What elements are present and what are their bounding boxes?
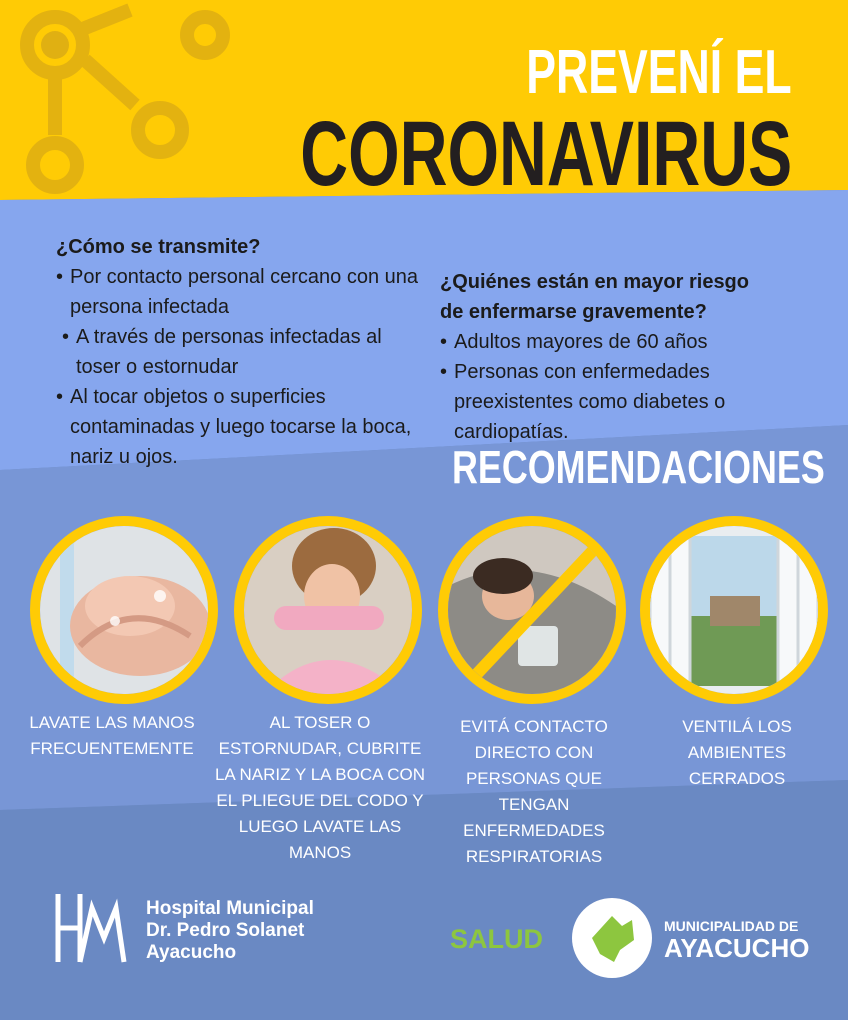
risk-block (440, 267, 805, 447)
caption-ventilate: VENTILÁ LOS AMBIENTES CERRADOS (682, 717, 792, 788)
caption-elbow-cough: AL TOSER O ESTORNUDAR, CUBRITE LA NARIZ Y LA BOCA CON EL PLIEGUE DEL CODO Y LUEGO LAVATE LAS MANOS (214, 713, 426, 862)
recommendations-title: RECOMENDACIONES (452, 441, 825, 493)
transmission-heading: ¿Cómo se transmite? (56, 236, 261, 258)
list-item: • Por contacto personal cercano con una persona infectada (56, 262, 426, 322)
risk-heading-line2: de enfermarse gravemente? (440, 301, 707, 323)
hospital-logo-icon (50, 888, 130, 968)
hand-washing-photo-icon (30, 516, 218, 704)
risk-heading-line1: ¿Quiénes están en mayor riesgo (440, 271, 749, 293)
elbow-cough-photo-icon (234, 516, 422, 704)
transmission-block (56, 232, 426, 472)
hospital-line1: Hospital Municipal (146, 898, 314, 919)
list-item: • Personas con enfermedades preexistentes como diabetes o cardiopatías. (440, 357, 805, 447)
municipality-line1: MUNICIPALIDAD DE (664, 918, 799, 934)
hospital-line2: Dr. Pedro Solanet (146, 920, 305, 941)
municipality-logo-icon (570, 896, 654, 980)
municipality-line2: AYACUCHO (664, 933, 810, 963)
list-item: • Adultos mayores de 60 años (440, 327, 805, 357)
caption-hand-washing: LAVATE LAS MANOS FRECUENTEMENTE (29, 713, 195, 758)
sick-person-photo-icon (438, 516, 626, 704)
hospital-line3: Ayacucho (146, 942, 237, 963)
hospital-name (146, 898, 314, 964)
salud-label: SALUD (450, 924, 543, 954)
list-item: • Al tocar objetos o superficies contaminadas y luego tocarse la boca, nariz u ojos. (56, 382, 426, 472)
open-window-photo-icon (640, 516, 828, 704)
list-item: • A través de personas infectadas al toser o estornudar (62, 322, 426, 382)
caption-avoid-contact: EVITÁ CONTACTO DIRECTO CON PERSONAS QUE TENGAN ENFERMEDADES RESPIRATORIAS (460, 717, 608, 866)
title-line1: PREVENÍ EL (526, 38, 792, 107)
title-line2: CORONAVIRUS (300, 103, 792, 205)
